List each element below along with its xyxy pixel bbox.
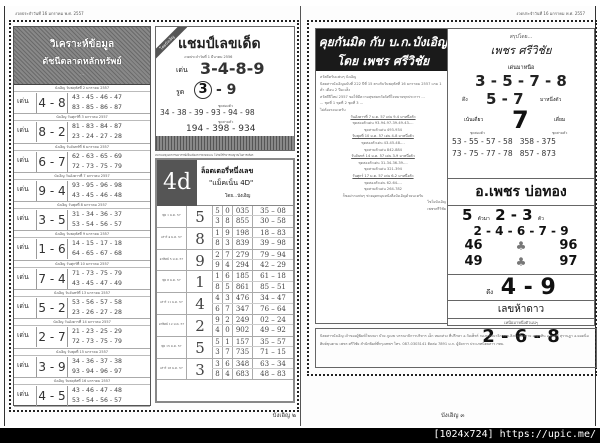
row-numbers [72, 181, 122, 201]
grid-row [212, 228, 293, 238]
teacher-line1 [448, 206, 594, 224]
row-pair: 9 - 4 [36, 181, 68, 201]
row-numbers [72, 298, 122, 318]
caption: หมายเหตุ ผลการพยากรณ์เป็นเพียงการคาดคะเน โปรดใช้วิจารณญาณในการเลือก [155, 153, 254, 157]
run-numbers: 5 - 7 [486, 90, 524, 108]
cell: 63 – 34 [252, 359, 293, 368]
single-number: 7 [512, 106, 529, 134]
five-star-numbers: 2 - 6 - 8 [482, 326, 560, 347]
row-pair: 2 - 7 [36, 327, 68, 347]
row-big-number: 4 [195, 295, 205, 314]
grid-row [212, 260, 293, 270]
result-block [320, 114, 446, 134]
row-day: พุธ 8 ม.ค. 57 [157, 271, 187, 292]
grid-row [212, 250, 293, 260]
watermark-bar [0, 428, 600, 443]
row-grid [212, 315, 293, 336]
number-rows [448, 136, 594, 160]
row-date: บังเอิญ วันพุธที่ 8 มกราคม 2557 [14, 202, 150, 209]
cell: 76 – 64 [252, 304, 293, 314]
row-label: เด่น [17, 243, 29, 252]
cell: 839 [232, 238, 252, 248]
number: 96 [559, 238, 578, 253]
analysis-subtitle: ดัชนีตลาดหลักทรัพย์ [42, 57, 122, 67]
fourd-row [157, 293, 293, 315]
pull-label: ดึง [486, 289, 494, 296]
cell: 1 [222, 337, 232, 346]
cell: 3 [222, 293, 232, 302]
cell: 9 [212, 260, 222, 270]
cell: 6 [222, 359, 232, 368]
cell: 476 [232, 293, 252, 302]
row-date: บังเอิญ วันศุกร์ที่ 3 มกราคม 2557 [14, 114, 150, 121]
row-day: พุธ 15 ม.ค. 57 [157, 337, 187, 358]
cell: 2 [222, 315, 232, 324]
cell: 49 – 92 [252, 325, 293, 335]
run-number: - 9 [216, 82, 237, 98]
row-numbers [72, 210, 122, 230]
cell: 185 [232, 271, 252, 280]
cell: 7 [222, 250, 232, 259]
number-line: 43 - 45 - 46 - 47 [72, 94, 122, 101]
grid-row [212, 282, 293, 292]
number-line: 23 - 24 - 27 - 28 [72, 133, 122, 141]
row-big-number: 9 [195, 251, 205, 270]
number-line: 31 - 34 - 36 - 37 [72, 211, 122, 219]
fourd-row [157, 359, 293, 381]
cell: 5 [212, 337, 222, 346]
number-line: 93 - 94 - 96 - 97 [72, 367, 122, 375]
fourd-row [157, 315, 293, 337]
row-big-number: 8 [195, 229, 205, 248]
row-date: บังเอิญ วันจันทร์ที่ 6 มกราคม 2557 [14, 144, 150, 151]
number-line: 43 - 45 - 47 - 49 [72, 279, 122, 287]
grid-row [212, 271, 293, 281]
cell: 5 [212, 206, 222, 215]
cell: 4 [222, 260, 232, 270]
fourd-header [157, 160, 293, 206]
number: 5 [462, 206, 473, 224]
prediction-section [448, 29, 594, 179]
paragraph: ไม่ต้องรอนะครับ [320, 107, 346, 112]
row-grid [212, 228, 293, 249]
row-label: เด่น [17, 272, 29, 281]
label: ตัว [537, 216, 544, 222]
cell: 9 [222, 228, 232, 237]
paragraph: นิตยสารบังเอิญฉบับที่ 222 ปีที่ 15 ตรงกับวันพฤหัสที่ 16 มกราคม 2557 แรม 1 ค่ำ เดือน 2 ปีมะเส็ง [320, 81, 442, 93]
result-block [320, 153, 446, 173]
fourd-subtitle: "แม็คเน็น 4D" [209, 179, 254, 187]
grid-row [212, 238, 293, 248]
analysis-row [14, 378, 150, 407]
row-numbers [72, 357, 122, 377]
page-header: งวดประจำวันที่ 16 มกราคม พ.ศ. 2557 [15, 11, 84, 16]
club-row [448, 254, 594, 270]
three-digit-label: ชุดสามตัว [218, 120, 234, 124]
two-digit-label: ชุดสองตัว [218, 104, 233, 108]
four-numbers: 3 - 5 - 7 - 8 [475, 72, 567, 90]
number-line: 53 - 54 - 56 - 57 [72, 396, 122, 404]
cell: 34 – 47 [252, 293, 293, 302]
analysis-title: วิเคราะห์ข้อมูล [49, 39, 115, 50]
cell: 1 [212, 228, 222, 237]
cell: 5 [222, 282, 232, 292]
row-pair: 5 - 2 [36, 298, 68, 318]
pull-line [448, 275, 594, 300]
three-digit-row: 358 - 375 [519, 137, 556, 146]
cell: 61 – 18 [252, 271, 293, 280]
cell: 7 [222, 304, 232, 314]
result-two: ชุดสองตัวเด่น 93-94-97-39-49-43-... [352, 121, 414, 126]
row-numbers [72, 239, 122, 259]
champion-subtitle: งวดประจำวันที่ 1 มีนาคม 2556 [184, 55, 233, 59]
analysis-row [14, 231, 150, 260]
analysis-row [14, 261, 150, 290]
analysis-row [14, 349, 150, 378]
cell: 735 [232, 347, 252, 357]
number-line: 21 - 23 - 25 - 29 [72, 328, 122, 336]
row-pair: 6 - 7 [36, 152, 68, 172]
three-digit-set: 194 - 398 - 934 [186, 124, 256, 134]
row-day: เสาร์ 18 ม.ค. 57 [157, 359, 187, 380]
row-date: บังเอิญ วันพฤหัสที่ 16 มกราคม 2557 [14, 378, 150, 385]
run-suffix: มาหนึ่งตัว [540, 97, 562, 103]
cell: 48 – 83 [252, 369, 293, 379]
cell: 6 [212, 304, 222, 314]
result-three: ชุดสามตัวเด่น 493-934 [364, 127, 402, 132]
cell: 294 [232, 260, 252, 270]
row-numbers [72, 93, 122, 113]
result-three: ชุดสามตัวเด่น 264-782 [364, 187, 402, 192]
three-digit-label: ชุดสามตัว [552, 131, 568, 135]
grid-row [212, 347, 293, 357]
fourd-row [157, 228, 293, 250]
grid-row [212, 315, 293, 325]
cell: 2 [212, 250, 222, 259]
grid-row [212, 359, 293, 369]
cell: 902 [232, 325, 252, 335]
row-pair: 3 - 9 [36, 357, 68, 377]
cell: 3 [212, 359, 222, 368]
page-number: บังเอิญ ๓ [441, 412, 465, 419]
page-number: บังเอิญ ๒ [272, 412, 296, 419]
ribbon: โดยบังเอิญ [155, 26, 187, 63]
signature: เพชรศรีวิชัย [427, 206, 446, 211]
cell: 4 [212, 293, 222, 302]
five-star-title: เลขห้าดาว [448, 301, 594, 319]
two-digit-set: 34 - 38 - 39 - 93 - 94 - 98 [160, 108, 255, 117]
intro: สรุปโดย... [509, 34, 533, 40]
row-label: เด่น [17, 184, 29, 193]
run-label: รูด [176, 88, 185, 96]
cell: 0 [222, 206, 232, 215]
analysis-header [14, 27, 150, 85]
result-date: วันจันทร์ 14 ม.ค. 57 เด่น 3-9 มาหนึ่งตัว [351, 154, 415, 159]
cell: 39 – 98 [252, 238, 293, 248]
number-line: 72 - 73 - 75 - 79 [72, 338, 122, 346]
three-digit-row: 857 - 873 [519, 149, 556, 158]
row-day: เสาร์ 11 ม.ค. 57 [157, 293, 187, 314]
champion-title: แชมป์เลขเด็ด [178, 36, 261, 52]
cell: 198 [232, 228, 252, 237]
row-big-number: 3 [195, 360, 205, 379]
number-line: 62 - 63 - 65 - 69 [72, 152, 122, 160]
fourd-title: ล็อตเตอรี่หนึ่งเลข [201, 167, 254, 175]
row-big-number: 1 [195, 273, 205, 292]
grid-row [212, 369, 293, 379]
number-line: 71 - 73 - 75 - 79 [72, 269, 122, 277]
number: 97 [559, 254, 578, 269]
analysis-row [14, 114, 150, 143]
analysis-note: ... [80, 71, 84, 76]
analysis-panel [13, 26, 151, 406]
champion-box [155, 26, 295, 151]
row-grid [212, 359, 293, 380]
row-grid [212, 293, 293, 314]
cell: 79 – 94 [252, 250, 293, 259]
result-date: วันศุกร์ 17 ม.ค. 57 เด่น 6-2 มาหนึ่งตัว [352, 173, 414, 178]
fourd-table [155, 158, 295, 403]
number-line: 43 - 46 - 47 - 48 [72, 386, 122, 394]
row-pair: 4 - 5 [36, 386, 68, 406]
cell: 279 [232, 250, 252, 259]
row-numbers [72, 152, 122, 172]
cell: 855 [232, 216, 252, 226]
row-day: พุธ 1 ม.ค. 57 [157, 206, 187, 227]
row-grid [212, 271, 293, 292]
credits-box: นิตยสารบังเอิญ เจ้าของผู้พิมพ์โฆษณา บ๊วย ภูเมฆ บรรณาธิการบริหาร เอ็ก หมดห่วง ที่ปรึกษา อ.วัยเพ็ชร์ กองบรรณาธิการ อ.สิงห์ เมืองสาย อ.ขุนทิน อ.สมศรี สุรานฏา อ.ยอดนิ่ม ศิษย์ขุนตาม เพชร ศรีวิชัย สำนักพิมพ์ที่กรุงเทพฯ โทร. 087-0303141 ติดต่อ 7891 ม.ก. ผู้จัดการ ประเภทนิตยสาร กทม. [315, 328, 597, 368]
result-date: วันอังคารที่ 7 ม.ค. 57 เด่น 9-4 มาหนึ่งตัว [350, 114, 416, 119]
row-pair: 3 - 5 [36, 210, 68, 230]
analysis-row [14, 290, 150, 319]
row-day: อาทิตย์ 5 ม.ค. 57 [157, 250, 187, 271]
paragraph: สวัสดีครับแฟนๆ บังเอิญ [320, 75, 357, 79]
fourd-row [157, 271, 293, 293]
right-page [300, 6, 596, 426]
article-header [316, 29, 450, 71]
paragraph: ... ชุดที่ 1 ชุดที่ 2 ชุดที่ 3 ... [320, 101, 364, 106]
cell: 7 [222, 347, 232, 357]
row-label: เด่น [17, 302, 29, 311]
row-big-number: 5 [195, 338, 205, 357]
row-grid [212, 337, 293, 358]
fourd-row [157, 206, 293, 228]
paragraph: สวัสดีปีใหม่ 2557 ขอให้มีความสุขสมหวังดังที่ใจหมายทุกประการ ... [320, 94, 425, 99]
number: 2 - 3 [495, 206, 533, 224]
row-date: บังเอิญ วันพุธที่ 15 มกราคม 2557 [14, 349, 150, 356]
row-big-number: 5 [195, 208, 205, 226]
cell: 35 – 08 [252, 206, 293, 215]
cell: 347 [232, 304, 252, 314]
circled-number: 3 [194, 81, 212, 99]
result-date: วันพุธที่ 10 ม.ค. 57 เด่น 4-8 มาหนึ่งตัว [352, 134, 414, 139]
grid-row [212, 304, 293, 314]
result-two: ชุดสองตัวเด่น 62-64-... [364, 180, 402, 185]
cell: 85 – 51 [252, 282, 293, 292]
analysis-row [14, 144, 150, 173]
row-numbers [72, 386, 122, 406]
number-line: 53 - 54 - 56 - 57 [72, 221, 122, 229]
cell: 18 – 83 [252, 228, 293, 237]
two-digit-row: 53 - 55 - 57 - 58 [452, 137, 513, 146]
row-date: บังเอิญ วันศุกร์ที่ 10 มกราคม 2557 [14, 261, 150, 268]
cell: 683 [232, 369, 252, 379]
cell: 1 [212, 271, 222, 280]
row-numbers [72, 327, 122, 347]
cell: 3 [212, 216, 222, 226]
analysis-row [14, 173, 150, 202]
row-date: บังเอิญ วันพฤหัสที่ 2 มกราคม 2557 [14, 85, 150, 92]
play-label: เด่น [176, 66, 188, 74]
row-pair: 1 - 6 [36, 239, 68, 259]
cell: 42 – 29 [252, 260, 293, 270]
teacher-section [448, 179, 594, 275]
row-pair: 4 - 8 [36, 93, 68, 113]
pull-section [448, 275, 594, 301]
result-block [320, 133, 446, 153]
cell: 8 [222, 216, 232, 226]
cell: 348 [232, 359, 252, 368]
cell: 3 [222, 238, 232, 248]
number-line: 43 - 45 - 46 - 48 [72, 191, 122, 199]
play-label: เด่นมาหนือ [507, 65, 535, 71]
result-three: ชุดสามตัวเด่น 321-394 [364, 167, 402, 172]
row-date: บังเอิญ วันจันทร์ที่ 13 มกราคม 2557 [14, 290, 150, 297]
grid-row [212, 325, 293, 335]
cell: 3 [212, 347, 222, 357]
row-date: บังเอิญ วันพฤหัสที่ 9 มกราคม 2557 [14, 231, 150, 238]
row-label: เด่น [17, 214, 29, 223]
number-line: 72 - 73 - 75 - 79 [72, 162, 122, 170]
row-label: เด่น [17, 97, 29, 105]
row-pair: 8 - 2 [36, 122, 68, 142]
row-label: เด่น [17, 360, 29, 369]
cell: 8 [212, 369, 222, 379]
number-line: 23 - 26 - 27 - 28 [72, 309, 122, 317]
two-digit-row: 73 - 75 - 77 - 78 [452, 149, 513, 158]
article-body [316, 71, 450, 215]
result-two: ชุดสองตัวเด่น 31-34-36-39-... [358, 160, 408, 165]
fourd-row [157, 250, 293, 272]
closing: ก็ขอฝากแฟนๆ ช่วยอุดหนุนหนังสือบังเอิญด้วยนะครับ [342, 193, 424, 198]
number-line: 81 - 83 - 84 - 87 [72, 123, 122, 131]
play-numbers: 3-4-8-9 [200, 59, 265, 78]
row-date: บังเอิญ วันอังคารที่ 7 มกราคม 2557 [14, 173, 150, 180]
cell: 035 [232, 206, 252, 215]
single-right-label: เดี่ยม [554, 117, 566, 123]
left-page [4, 6, 300, 426]
number: 46 [464, 238, 483, 253]
row-label: เด่น [17, 331, 29, 340]
decorative-bar [156, 136, 294, 150]
author-name: เพชร ศรีวิชัย [490, 44, 552, 57]
cell: 9 [212, 315, 222, 324]
number-line: 93 - 95 - 96 - 98 [72, 181, 122, 189]
cell: 4 [212, 325, 222, 335]
result-two: ชุดสองตัวเด่น 43-45-48-... [361, 140, 405, 145]
grid-row [212, 293, 293, 303]
cell: 8 [212, 282, 222, 292]
result-block [320, 173, 446, 193]
cell: 249 [232, 315, 252, 324]
number-line: 53 - 56 - 57 - 58 [72, 299, 122, 307]
row-grid [212, 206, 293, 227]
row-day: อาทิตย์ 12 ม.ค. 57 [157, 315, 187, 336]
cell: 02 – 24 [252, 315, 293, 324]
fourd-logo: 4d [157, 160, 197, 206]
row-grid [212, 250, 293, 271]
five-star-sub: เหนือมาหนึ่งตัวแน่ๆ [504, 320, 538, 325]
row-label: เด่น [17, 155, 29, 164]
cell: 4 [222, 369, 232, 379]
row-big-number: 2 [195, 316, 205, 335]
article-title: คุยกันมิด กับ บ.ก.บังเอิญ [318, 35, 448, 49]
single-left-label: เน้นเดี่ยว [464, 117, 484, 123]
label: ตัวมา [477, 216, 490, 222]
cell: 0 [222, 325, 232, 335]
number-line: 34 - 36 - 37 - 38 [72, 357, 122, 365]
club-icon: ♣ [515, 255, 527, 269]
number: 49 [464, 254, 483, 269]
number-line: 14 - 15 - 17 - 18 [72, 240, 122, 248]
page-header: งวดประจำวันที่ 16 มกราคม พ.ศ. 2557 [516, 11, 585, 16]
cell: 30 – 58 [252, 216, 293, 226]
row-pair: 7 - 4 [36, 269, 68, 289]
run-label: ดึง [462, 97, 468, 103]
fourd-row [157, 337, 293, 359]
grid-row [212, 206, 293, 216]
cell: 157 [232, 337, 252, 346]
two-digit-label: ชุดสองตัว [470, 131, 485, 135]
teacher-name: อ.เพชร บ่อทอง [448, 179, 594, 206]
article-author: โดย เพชร ศรีวิชัย [336, 54, 430, 68]
teacher-line2: 2 - 4 - 6 - 7 - 9 [473, 224, 569, 238]
analysis-row [14, 85, 150, 114]
pull-numbers: 4 - 9 [500, 275, 556, 300]
number-line: 64 - 65 - 67 - 68 [72, 250, 122, 258]
signature: ไชโยบังเอิญ [427, 200, 446, 205]
row-date: บังเอิญ วันอังคารที่ 14 มกราคม 2557 [14, 319, 150, 326]
row-day: เสาร์ 4 ม.ค. 57 [157, 228, 187, 249]
grid-row [212, 216, 293, 226]
row-label: เด่น [17, 389, 29, 398]
editor-article [315, 28, 451, 324]
cell: 35 – 57 [252, 337, 293, 346]
number-line: 83 - 85 - 86 - 87 [72, 104, 122, 111]
cell: 6 [222, 271, 232, 280]
club-row [448, 238, 594, 254]
analysis-row [14, 319, 150, 348]
row-numbers [72, 122, 122, 142]
club-icon: ♣ [515, 239, 527, 253]
watermark-link[interactable]: [1024x724] https://upic.me/ [433, 429, 596, 440]
analysis-row [14, 202, 150, 231]
grid-row [212, 337, 293, 347]
row-label: เด่น [17, 126, 29, 135]
cell: 861 [232, 282, 252, 292]
fourd-byline: โดย...บังเอิญ [225, 194, 251, 199]
result-three: ชุดสามตัวเด่น 842-884 [364, 147, 402, 152]
cell: 8 [212, 238, 222, 248]
cell: 71 – 15 [252, 347, 293, 357]
row-numbers [72, 269, 122, 289]
